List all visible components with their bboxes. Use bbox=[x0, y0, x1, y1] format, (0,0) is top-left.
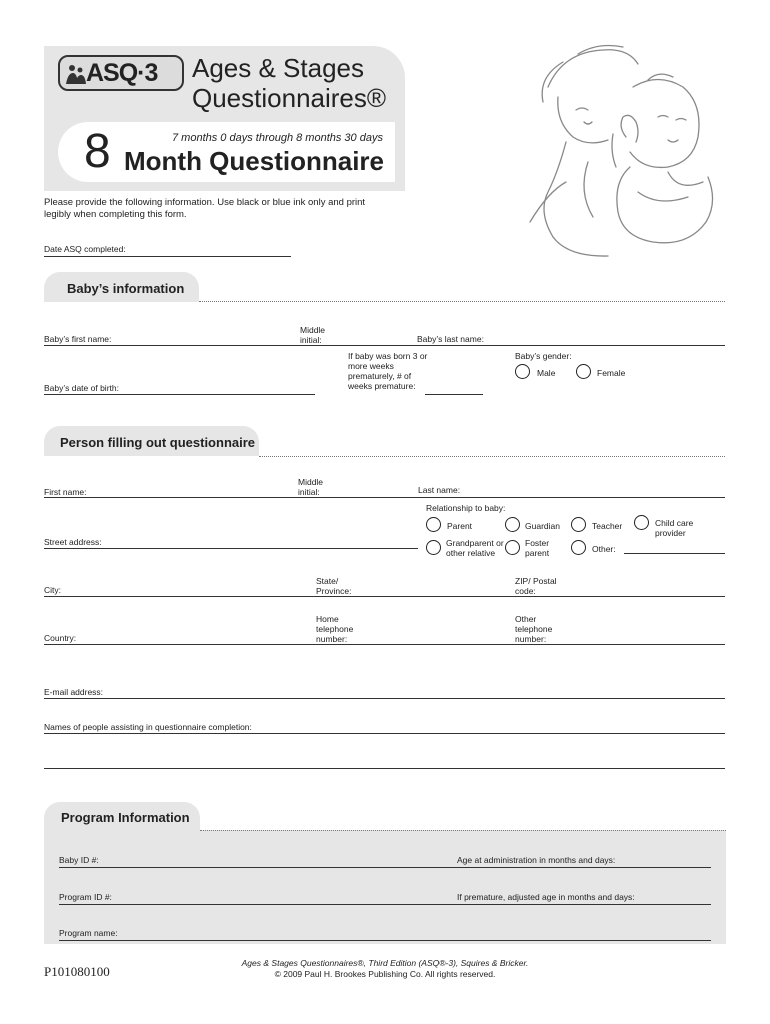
baby-id-label: Baby ID #: bbox=[59, 855, 99, 865]
city-label: City: bbox=[44, 585, 61, 595]
program-id-label: Program ID #: bbox=[59, 892, 112, 902]
relationship-label: Relationship to baby: bbox=[426, 503, 506, 513]
assisting-label: Names of people assisting in questionnaire completion: bbox=[44, 722, 252, 732]
female-radio[interactable] bbox=[576, 364, 591, 379]
person-name-field[interactable] bbox=[44, 497, 725, 498]
assisting-field[interactable] bbox=[44, 733, 725, 734]
middle-initial-label: Middle initial: bbox=[298, 477, 324, 497]
program-name-field[interactable] bbox=[59, 940, 711, 941]
state-label: State/ Province: bbox=[316, 576, 352, 596]
person-title: Person filling out questionnaire bbox=[60, 435, 256, 450]
male-radio[interactable] bbox=[515, 364, 530, 379]
age-admin-label: Age at administration in months and days: bbox=[457, 855, 616, 865]
program-id-field[interactable] bbox=[59, 904, 711, 905]
instructions-line-1: Please provide the following information. Use black or blue ink only and print bbox=[44, 197, 366, 208]
male-label: Male bbox=[537, 368, 556, 378]
title-line-2: Questionnaires® bbox=[192, 83, 387, 113]
guardian-label: Guardian bbox=[525, 521, 560, 531]
first-name-label: First name: bbox=[44, 487, 87, 497]
adjusted-age-label: If premature, adjusted age in months and days: bbox=[457, 892, 635, 902]
foster-label: Foster parent bbox=[525, 538, 550, 558]
section-divider bbox=[259, 456, 725, 457]
zip-label: ZIP/ Postal code: bbox=[515, 576, 557, 596]
other-phone-label: Other telephone number: bbox=[515, 614, 553, 644]
grandparent-label: Grandparent or other relative bbox=[446, 538, 504, 558]
month-number: 8 bbox=[84, 125, 111, 178]
footer-citation bbox=[190, 958, 580, 980]
form-code: P101080100 bbox=[44, 964, 110, 979]
other-label: Other: bbox=[592, 544, 616, 554]
street-address-field[interactable] bbox=[44, 548, 418, 549]
child-care-radio[interactable] bbox=[634, 515, 649, 530]
instructions-line-2: legibly when completing this form. bbox=[44, 209, 187, 220]
age-range: 7 months 0 days through 8 months 30 days bbox=[172, 132, 383, 144]
questionnaire-title: Month Questionnaire bbox=[124, 146, 384, 176]
product-title bbox=[192, 53, 386, 113]
guardian-radio[interactable] bbox=[505, 517, 520, 532]
baby-name-field[interactable] bbox=[44, 345, 725, 346]
baby-middle-initial-label: Middle initial: bbox=[300, 325, 326, 345]
email-label: E-mail address: bbox=[44, 687, 104, 697]
date-completed-field[interactable] bbox=[44, 256, 291, 257]
last-name-label: Last name: bbox=[418, 485, 461, 495]
logo-text: ASQ·3 bbox=[86, 59, 158, 87]
female-label: Female bbox=[597, 368, 626, 378]
section-divider bbox=[200, 830, 726, 831]
child-care-label: Child care provider bbox=[655, 518, 694, 538]
baby-info-title: Baby’s information bbox=[67, 281, 185, 296]
parent-radio[interactable] bbox=[426, 517, 441, 532]
title-line-1: Ages & Stages bbox=[192, 53, 364, 83]
other-relationship-field[interactable] bbox=[624, 553, 725, 554]
baby-dob-field[interactable] bbox=[44, 394, 315, 395]
program-title: Program Information bbox=[61, 810, 190, 825]
date-completed-label: Date ASQ completed: bbox=[44, 244, 126, 254]
baby-last-name-label: Baby’s last name: bbox=[417, 334, 484, 344]
assisting-field-2[interactable] bbox=[44, 768, 725, 769]
street-address-label: Street address: bbox=[44, 537, 102, 547]
country-phone-field[interactable] bbox=[44, 644, 725, 645]
mother-and-baby-illustration-icon bbox=[518, 42, 728, 260]
baby-dob-label: Baby’s date of birth: bbox=[44, 383, 119, 393]
country-label: Country: bbox=[44, 633, 77, 643]
teacher-label: Teacher bbox=[592, 521, 623, 531]
citation-line: Ages & Stages Questionnaires®, Third Edition (ASQ®-3), Squires & Bricker. bbox=[241, 958, 529, 968]
instructions bbox=[44, 197, 365, 221]
baby-id-field[interactable] bbox=[59, 867, 711, 868]
section-divider bbox=[199, 301, 725, 302]
baby-gender-label: Baby’s gender: bbox=[515, 351, 572, 361]
home-phone-label: Home telephone number: bbox=[316, 614, 354, 644]
grandparent-radio[interactable] bbox=[426, 540, 441, 555]
city-state-zip-field[interactable] bbox=[44, 596, 725, 597]
baby-first-name-label: Baby’s first name: bbox=[44, 334, 112, 344]
asq-people-logo-icon bbox=[65, 63, 87, 85]
other-radio[interactable] bbox=[571, 540, 586, 555]
foster-radio[interactable] bbox=[505, 540, 520, 555]
program-info-panel bbox=[44, 830, 726, 944]
email-field[interactable] bbox=[44, 698, 725, 699]
teacher-radio[interactable] bbox=[571, 517, 586, 532]
program-name-label: Program name: bbox=[59, 928, 118, 938]
premature-weeks-label: If baby was born 3 or more weeks prematurely, # of weeks premature: bbox=[348, 351, 428, 391]
copyright-line: © 2009 Paul H. Brookes Publishing Co. All rights reserved. bbox=[274, 969, 496, 979]
asq-logo bbox=[58, 55, 184, 91]
parent-label: Parent bbox=[447, 521, 473, 531]
premature-weeks-field[interactable] bbox=[425, 394, 483, 395]
